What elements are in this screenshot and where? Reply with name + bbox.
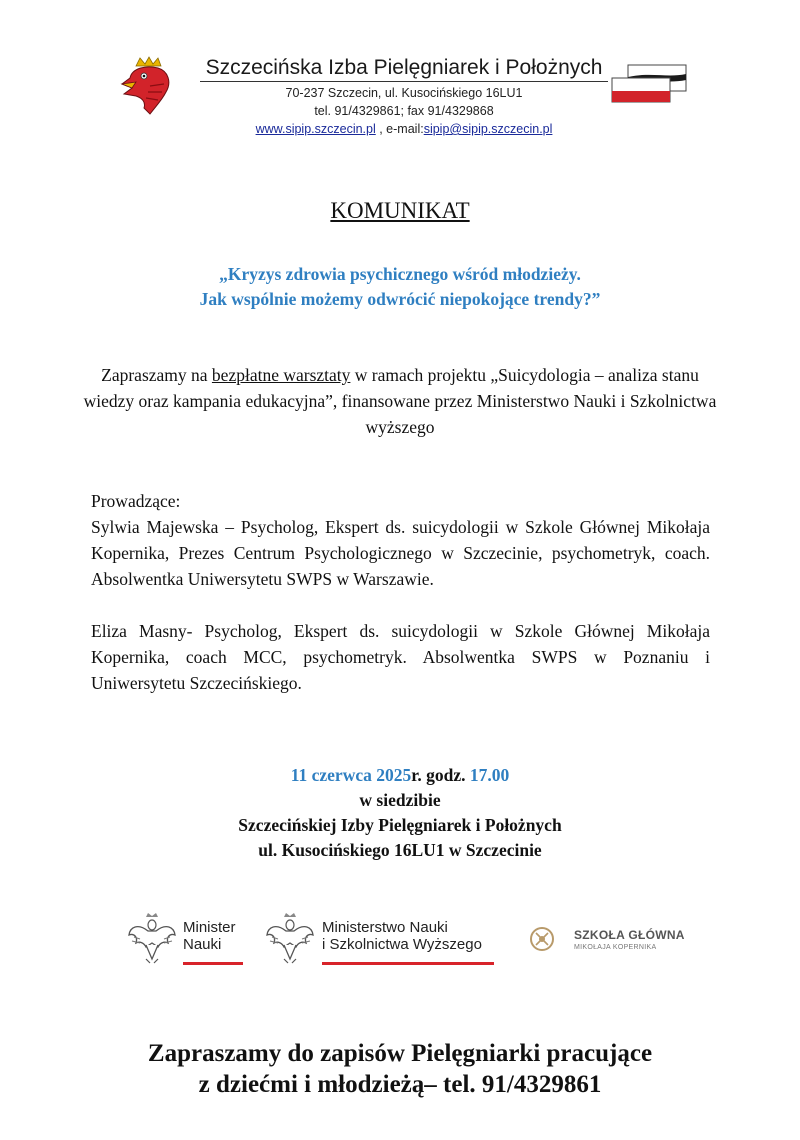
ministry-line-1: Ministerstwo Nauki: [322, 919, 448, 936]
organization-address: 70-237 Szczecin, ul. Kusocińskiego 16LU1: [285, 86, 523, 100]
minister-line-1: Minister: [183, 919, 236, 936]
event-place-line-2: Szczecińskiej Izby Pielęgniarek i Położnych: [238, 815, 562, 835]
griffin-crest-icon: [118, 56, 178, 118]
event-date-time: [0, 763, 800, 788]
minister-logo-text: [183, 919, 236, 953]
event-place-line-1: w siedzibie: [359, 790, 441, 810]
registration-call: [0, 1038, 800, 1100]
lecturer-1-bio: Sylwia Majewska – Psycholog, Ekspert ds. suicydologii w Szkole Głównej Mikołaja Kopernika, Prezes Centrum Psychologicznego w Szczecinie, psychometryk, coach. Absolwentka Uniwersytetu SWPS w Warszawie.: [91, 517, 710, 589]
event-time-label: godz.: [421, 765, 470, 785]
registration-line-2: z dziećmi i młodzieżą– tel. 91/4329861: [198, 1071, 602, 1098]
flag-icon: [610, 64, 690, 104]
letterhead: [0, 0, 800, 150]
invitation-highlight: bezpłatne warsztaty: [211, 365, 351, 385]
polish-eagle-icon: [266, 913, 314, 965]
school-name: SZKOŁA GŁÓWNA: [574, 928, 685, 942]
school-subtitle: MIKOŁAJA KOPERNIKA: [574, 944, 657, 951]
lecturers-section: [91, 488, 710, 696]
sgh-emblem-icon: [528, 925, 556, 953]
email-prefix: , e-mail:: [375, 122, 424, 136]
minister-line-2: Nauki: [183, 936, 222, 953]
minister-logo-underline: [183, 962, 243, 965]
website-link[interactable]: www.sipip.szczecin.pl: [255, 122, 376, 136]
registration-line-1: Zapraszamy do zapisów Pielęgniarki pracujące: [147, 1040, 653, 1067]
event-date-suffix: r.: [411, 765, 422, 785]
workshop-topic: [0, 262, 800, 312]
ministry-logo-text: [322, 919, 482, 953]
event-date: 11 czerwca 2025: [290, 765, 412, 785]
topic-line-2: Jak wspólnie możemy odwrócić niepokojące trendy?”: [199, 289, 601, 309]
ministry-line-2: i Szkolnictwa Wyższego: [322, 936, 482, 953]
document-title: KOMUNIKAT: [330, 198, 470, 223]
event-place-line-3: ul. Kusocińskiego 16LU1 w Szczecinie: [258, 840, 542, 860]
sponsor-logos: [0, 905, 800, 975]
topic-line-1: „Kryzys zdrowia psychicznego wśród młodzieży.: [219, 264, 581, 284]
invitation-part-2: w ramach projektu „Suicydologia – analiza stanu wiedzy oraz kampania edukacyjna”, finansowane przez Ministerstwo Nauki i Szkolnictwa wyższego: [83, 365, 717, 437]
lecturer-2-bio: Eliza Masny- Psycholog, Ekspert ds. suicydologii w Szkole Głównej Mikołaja Kopernika, coach MCC, psychometryk. Absolwentka SWPS w Poznaniu i Uniwersytetu Szczecińskiego.: [91, 621, 710, 693]
event-details: [0, 763, 800, 863]
organization-contact-line: [200, 122, 608, 136]
lecturers-heading: Prowadzące:: [91, 491, 181, 511]
invitation-paragraph: [80, 362, 720, 440]
ministry-logo-underline: [322, 962, 494, 965]
invitation-part-1: Zapraszamy na: [101, 365, 212, 385]
organization-phone-fax: tel. 91/4329861; fax 91/4329868: [314, 104, 494, 118]
event-time: 17.00: [469, 765, 510, 785]
email-link[interactable]: sipip@sipip.szczecin.pl: [423, 122, 553, 136]
organization-name: Szczecińska Izba Pielęgniarek i Położnych: [200, 56, 608, 82]
polish-eagle-icon: [128, 913, 176, 965]
